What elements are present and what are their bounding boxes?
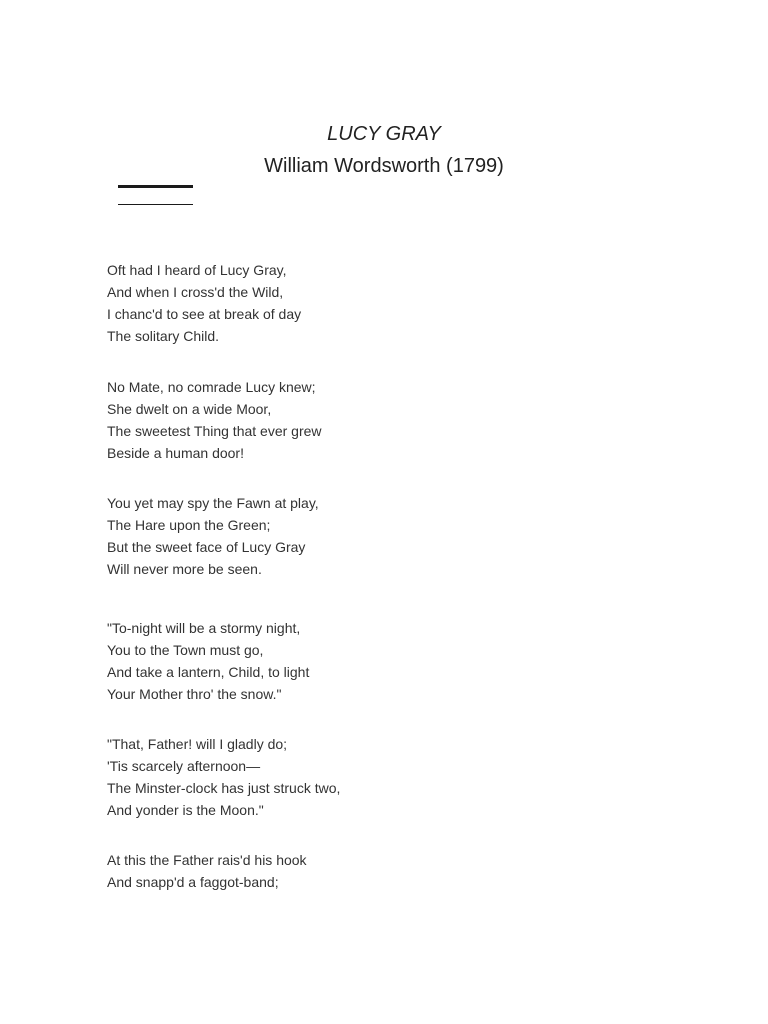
- verse-line: But the sweet face of Lucy Gray: [107, 539, 306, 555]
- verse-line: And when I cross'd the Wild,: [107, 284, 284, 300]
- verse-line: She dwelt on a wide Moor,: [107, 401, 272, 417]
- verse-line: And take a lantern, Child, to light: [107, 664, 310, 680]
- stanza-2: [107, 376, 322, 464]
- verse-line: 'Tis scarcely afternoon—: [107, 758, 261, 774]
- verse-line: And snapp'd a faggot-band;: [107, 874, 279, 890]
- stanza-3: [107, 492, 319, 580]
- verse-line: You to the Town must go,: [107, 642, 264, 658]
- poem-title: LUCY GRAY: [327, 123, 441, 145]
- stanza-4: [107, 617, 309, 705]
- verse-line: "That, Father! will I gladly do;: [107, 736, 288, 752]
- divider-thick: [118, 185, 193, 188]
- divider-thin: [118, 204, 193, 205]
- verse-line: The solitary Child.: [107, 328, 220, 344]
- verse-line: And yonder is the Moon.": [107, 802, 264, 818]
- verse-line: The sweetest Thing that ever grew: [107, 423, 322, 439]
- verse-line: The Hare upon the Green;: [107, 517, 271, 533]
- verse-line: I chanc'd to see at break of day: [107, 306, 302, 322]
- verse-line: Oft had I heard of Lucy Gray,: [107, 262, 287, 278]
- verse-line: No Mate, no comrade Lucy knew;: [107, 379, 316, 395]
- stanza-1: [107, 259, 301, 347]
- verse-line: Beside a human door!: [107, 445, 244, 461]
- author-line: William Wordsworth (1799): [264, 155, 504, 177]
- stanza-6: [107, 849, 307, 893]
- verse-line: The Minster-clock has just struck two,: [107, 780, 341, 796]
- stanza-5: [107, 733, 340, 821]
- verse-line: "To-night will be a stormy night,: [107, 620, 301, 636]
- verse-line: At this the Father rais'd his hook: [107, 852, 307, 868]
- verse-line: Will never more be seen.: [107, 561, 262, 577]
- verse-line: Your Mother thro' the snow.": [107, 686, 282, 702]
- verse-line: You yet may spy the Fawn at play,: [107, 495, 319, 511]
